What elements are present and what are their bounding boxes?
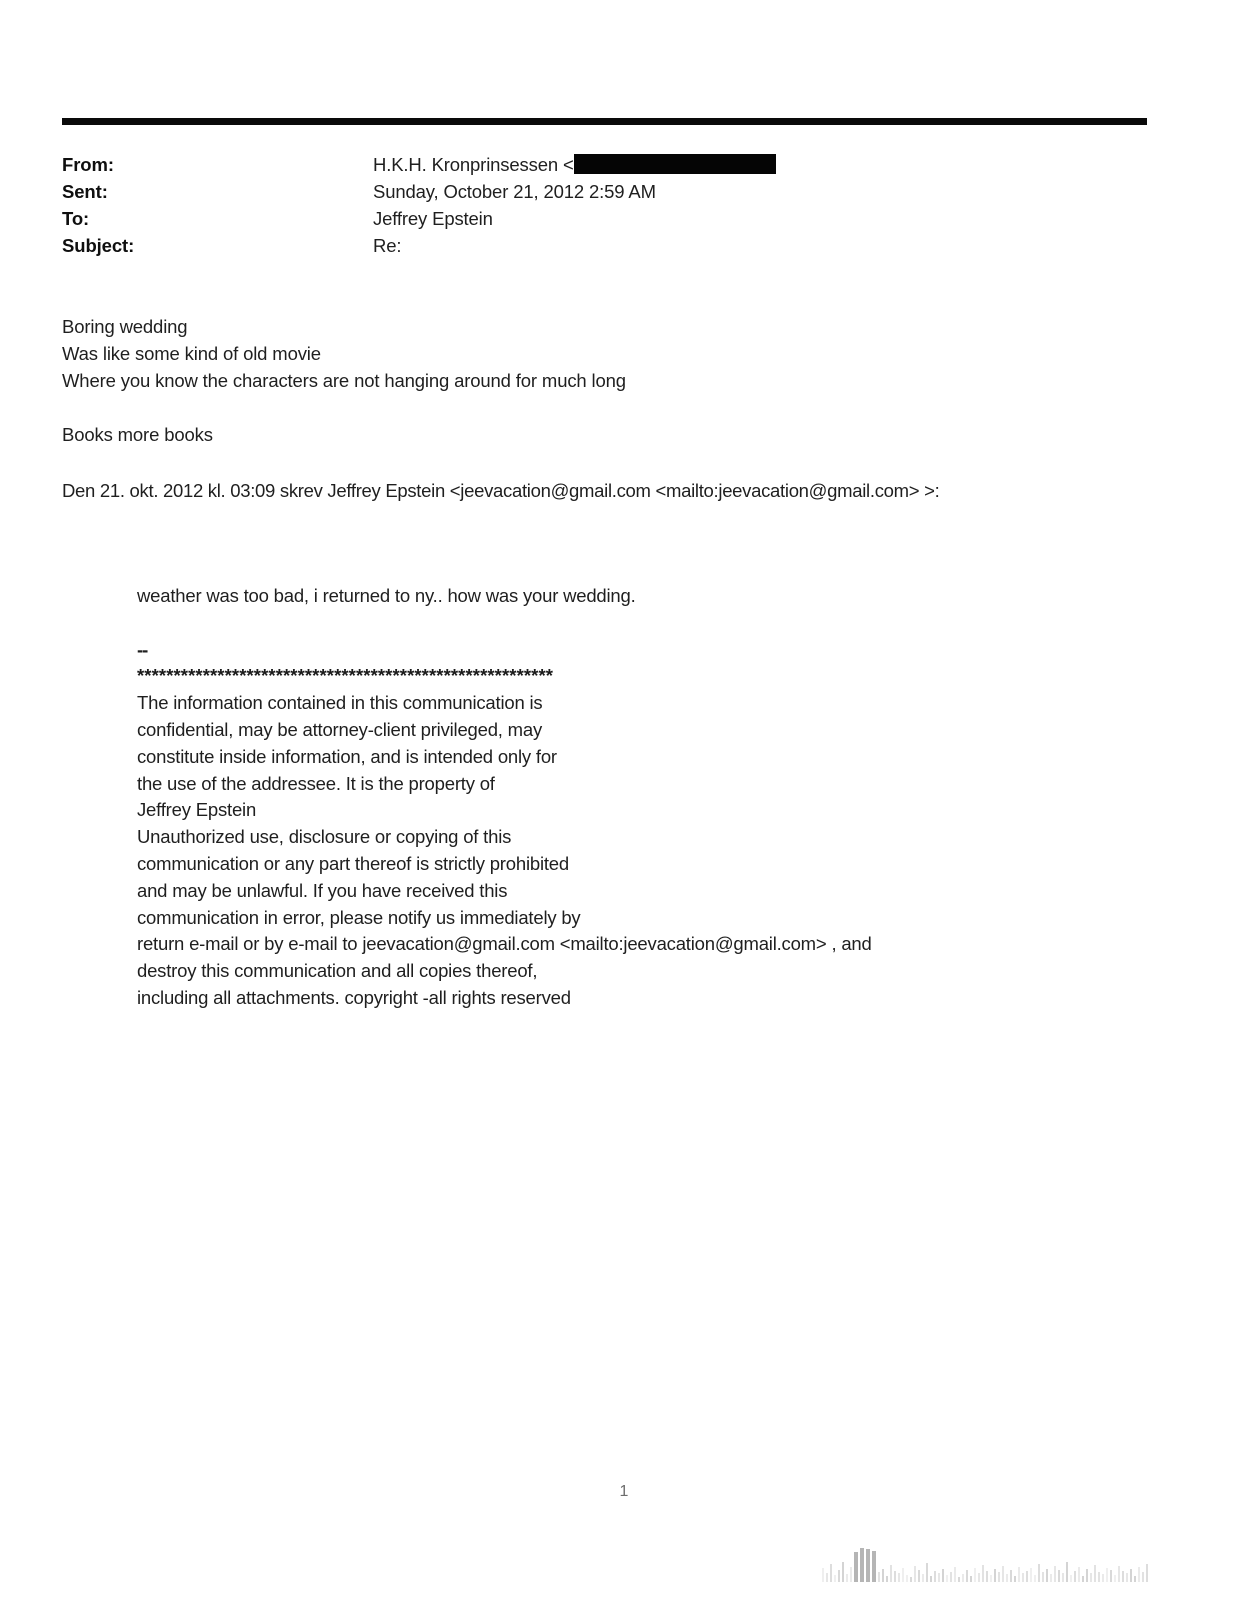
email-body (62, 313, 1162, 448)
disclaimer-line: Unauthorized use, disclosure or copying of this (137, 826, 512, 848)
disclaimer-line: constitute inside information, and is intended only for (137, 745, 557, 767)
sender-name-text: H.K.H. Kronprinsessen < (373, 154, 574, 175)
header-value-to: Jeffrey Epstein (373, 208, 493, 229)
header-label-subject: Subject: (62, 235, 135, 256)
star-divider: ********************************************************* (137, 665, 554, 687)
header-value-sent: Sunday, October 21, 2012 2:59 AM (373, 181, 656, 202)
body-line: Was like some kind of old movie (62, 343, 321, 364)
body-blank-line (62, 394, 1162, 421)
header-label-to: To: (62, 208, 90, 229)
quoted-message-block (137, 583, 1197, 1012)
disclaimer-line: return e-mail or by e-mail to jeevacation@gmail.com <mailto:jeevacation@gmail.com> , and (137, 933, 872, 955)
body-line: Where you know the characters are not hanging around for much long (62, 370, 626, 391)
disclaimer-line: The information contained in this communication is (137, 692, 543, 714)
quoted-message-attribution: Den 21. okt. 2012 kl. 03:09 skrev Jeffrey Epstein <jeevacation@gmail.com <mailto:jeevacation@gmail.com> >: (62, 480, 940, 501)
header-row-from (62, 151, 1152, 178)
header-value-from (373, 151, 780, 178)
header-label-from: From: (62, 154, 114, 175)
email-header-fields (62, 151, 1152, 259)
signature-separator: -- (137, 638, 148, 660)
disclaimer-line: confidential, may be attorney-client privileged, may (137, 718, 543, 740)
scan-barcode-artifact (822, 1540, 1222, 1582)
header-row-subject (62, 232, 1152, 259)
page-number: 1 (619, 1483, 629, 1500)
header-row-sent (62, 178, 1152, 205)
disclaimer-line: and may be unlawful. If you have received this (137, 879, 508, 901)
quoted-blank-line (137, 610, 1197, 637)
quoted-message-text: weather was too bad, i returned to ny.. how was your wedding. (137, 585, 636, 606)
disclaimer-line: destroy this communication and all copies thereof, (137, 960, 538, 982)
disclaimer-line: Jeffrey Epstein (137, 799, 257, 821)
header-value-subject: Re: (373, 235, 402, 256)
header-row-to (62, 205, 1152, 232)
disclaimer-line: the use of the addressee. It is the property of (137, 772, 495, 794)
body-line: Boring wedding (62, 316, 188, 337)
disclaimer-line: including all attachments. copyright -all rights reserved (137, 986, 571, 1008)
redaction-container (574, 151, 780, 178)
disclaimer-line: communication or any part thereof is strictly prohibited (137, 852, 569, 874)
header-label-sent: Sent: (62, 181, 108, 202)
body-line: Books more books (62, 424, 213, 445)
redaction-bar-sender-email (574, 154, 776, 174)
header-divider-rule (62, 118, 1147, 125)
disclaimer-line: communication in error, please notify us immediately by (137, 906, 581, 928)
